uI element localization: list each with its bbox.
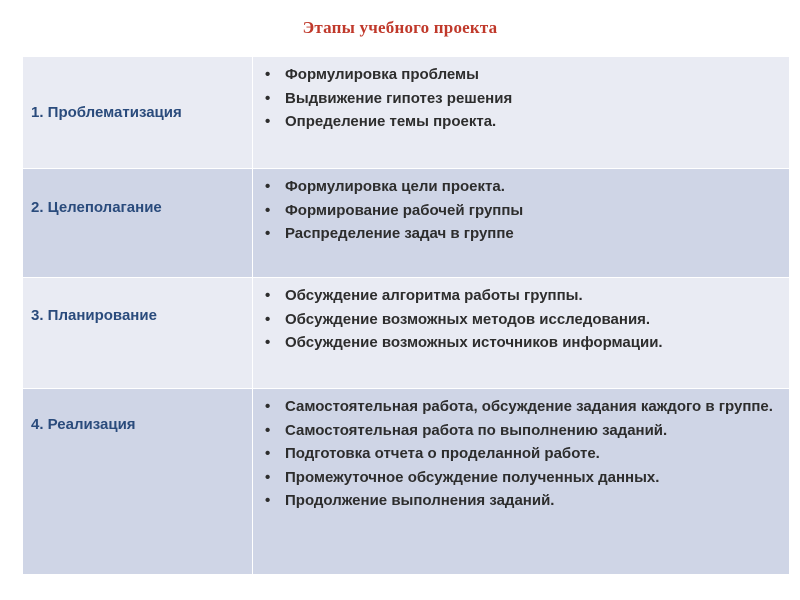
list-item-text: Самостоятельная работа, обсуждение задания каждого в группе. <box>285 398 773 415</box>
stage-items-list <box>261 63 777 134</box>
list-item-text: Формулировка проблемы <box>285 66 479 83</box>
stage-label: 1. Проблематизация <box>23 57 253 169</box>
bullet-icon: • <box>265 201 271 219</box>
list-item <box>261 63 777 87</box>
bullet-icon: • <box>265 445 271 462</box>
list-item <box>261 87 777 111</box>
table-row <box>23 389 790 575</box>
bullet-icon: • <box>265 492 271 509</box>
list-item-text: Продолжение выполнения заданий. <box>285 492 555 509</box>
list-item-text: Самостоятельная работа по выполнению заданий. <box>285 421 668 439</box>
table-row <box>23 169 790 278</box>
list-item-text: Промежуточное обсуждение полученных данных. <box>285 468 660 486</box>
list-item-text: Обсуждение возможных методов исследования. <box>285 310 651 328</box>
list-item <box>261 419 777 443</box>
bullet-icon: • <box>265 310 271 328</box>
list-item <box>261 175 777 199</box>
list-item-text: Обсуждение алгоритма работы группы. <box>285 287 583 304</box>
list-item <box>261 284 777 308</box>
list-item-text: Определение темы проекта. <box>285 113 497 130</box>
bullet-icon: • <box>265 225 271 242</box>
bullet-icon: • <box>265 66 271 83</box>
stage-label: 2. Целеполагание <box>23 169 253 278</box>
bullet-icon: • <box>265 287 271 304</box>
list-item-text: Распределение задач в группе <box>285 225 514 242</box>
stage-items-cell <box>253 389 790 575</box>
table-row <box>23 278 790 389</box>
page-title: Этапы учебного проекта <box>302 18 498 37</box>
bullet-icon: • <box>265 334 271 351</box>
bullet-icon: • <box>265 113 271 130</box>
stage-items-list <box>261 395 777 513</box>
stage-label: 4. Реализация <box>23 389 253 575</box>
bullet-icon: • <box>265 178 271 195</box>
stage-label: 3. Планирование <box>23 278 253 389</box>
list-item-text: Формулировка цели проекта. <box>285 178 505 195</box>
bullet-icon: • <box>265 421 271 439</box>
bullet-icon: • <box>265 468 271 486</box>
list-item <box>261 442 777 466</box>
bullet-icon: • <box>265 89 271 107</box>
stages-table <box>22 56 790 575</box>
stage-items-list <box>261 175 777 246</box>
list-item <box>261 466 777 490</box>
table-row <box>23 57 790 169</box>
stage-items-list <box>261 284 777 355</box>
list-item <box>261 489 777 513</box>
list-item <box>261 308 777 332</box>
list-item-text: Обсуждение возможных источников информации. <box>285 334 663 351</box>
list-item <box>261 331 777 355</box>
list-item-text: Формирование рабочей группы <box>285 201 524 219</box>
list-item-text: Подготовка отчета о проделанной работе. <box>285 445 600 462</box>
list-item <box>261 199 777 223</box>
list-item <box>261 110 777 134</box>
bullet-icon: • <box>265 398 271 415</box>
stage-items-cell <box>253 57 790 169</box>
stage-items-cell <box>253 278 790 389</box>
stage-items-cell <box>253 169 790 278</box>
list-item <box>261 222 777 246</box>
list-item-text: Выдвижение гипотез решения <box>285 89 513 107</box>
list-item <box>261 395 777 419</box>
